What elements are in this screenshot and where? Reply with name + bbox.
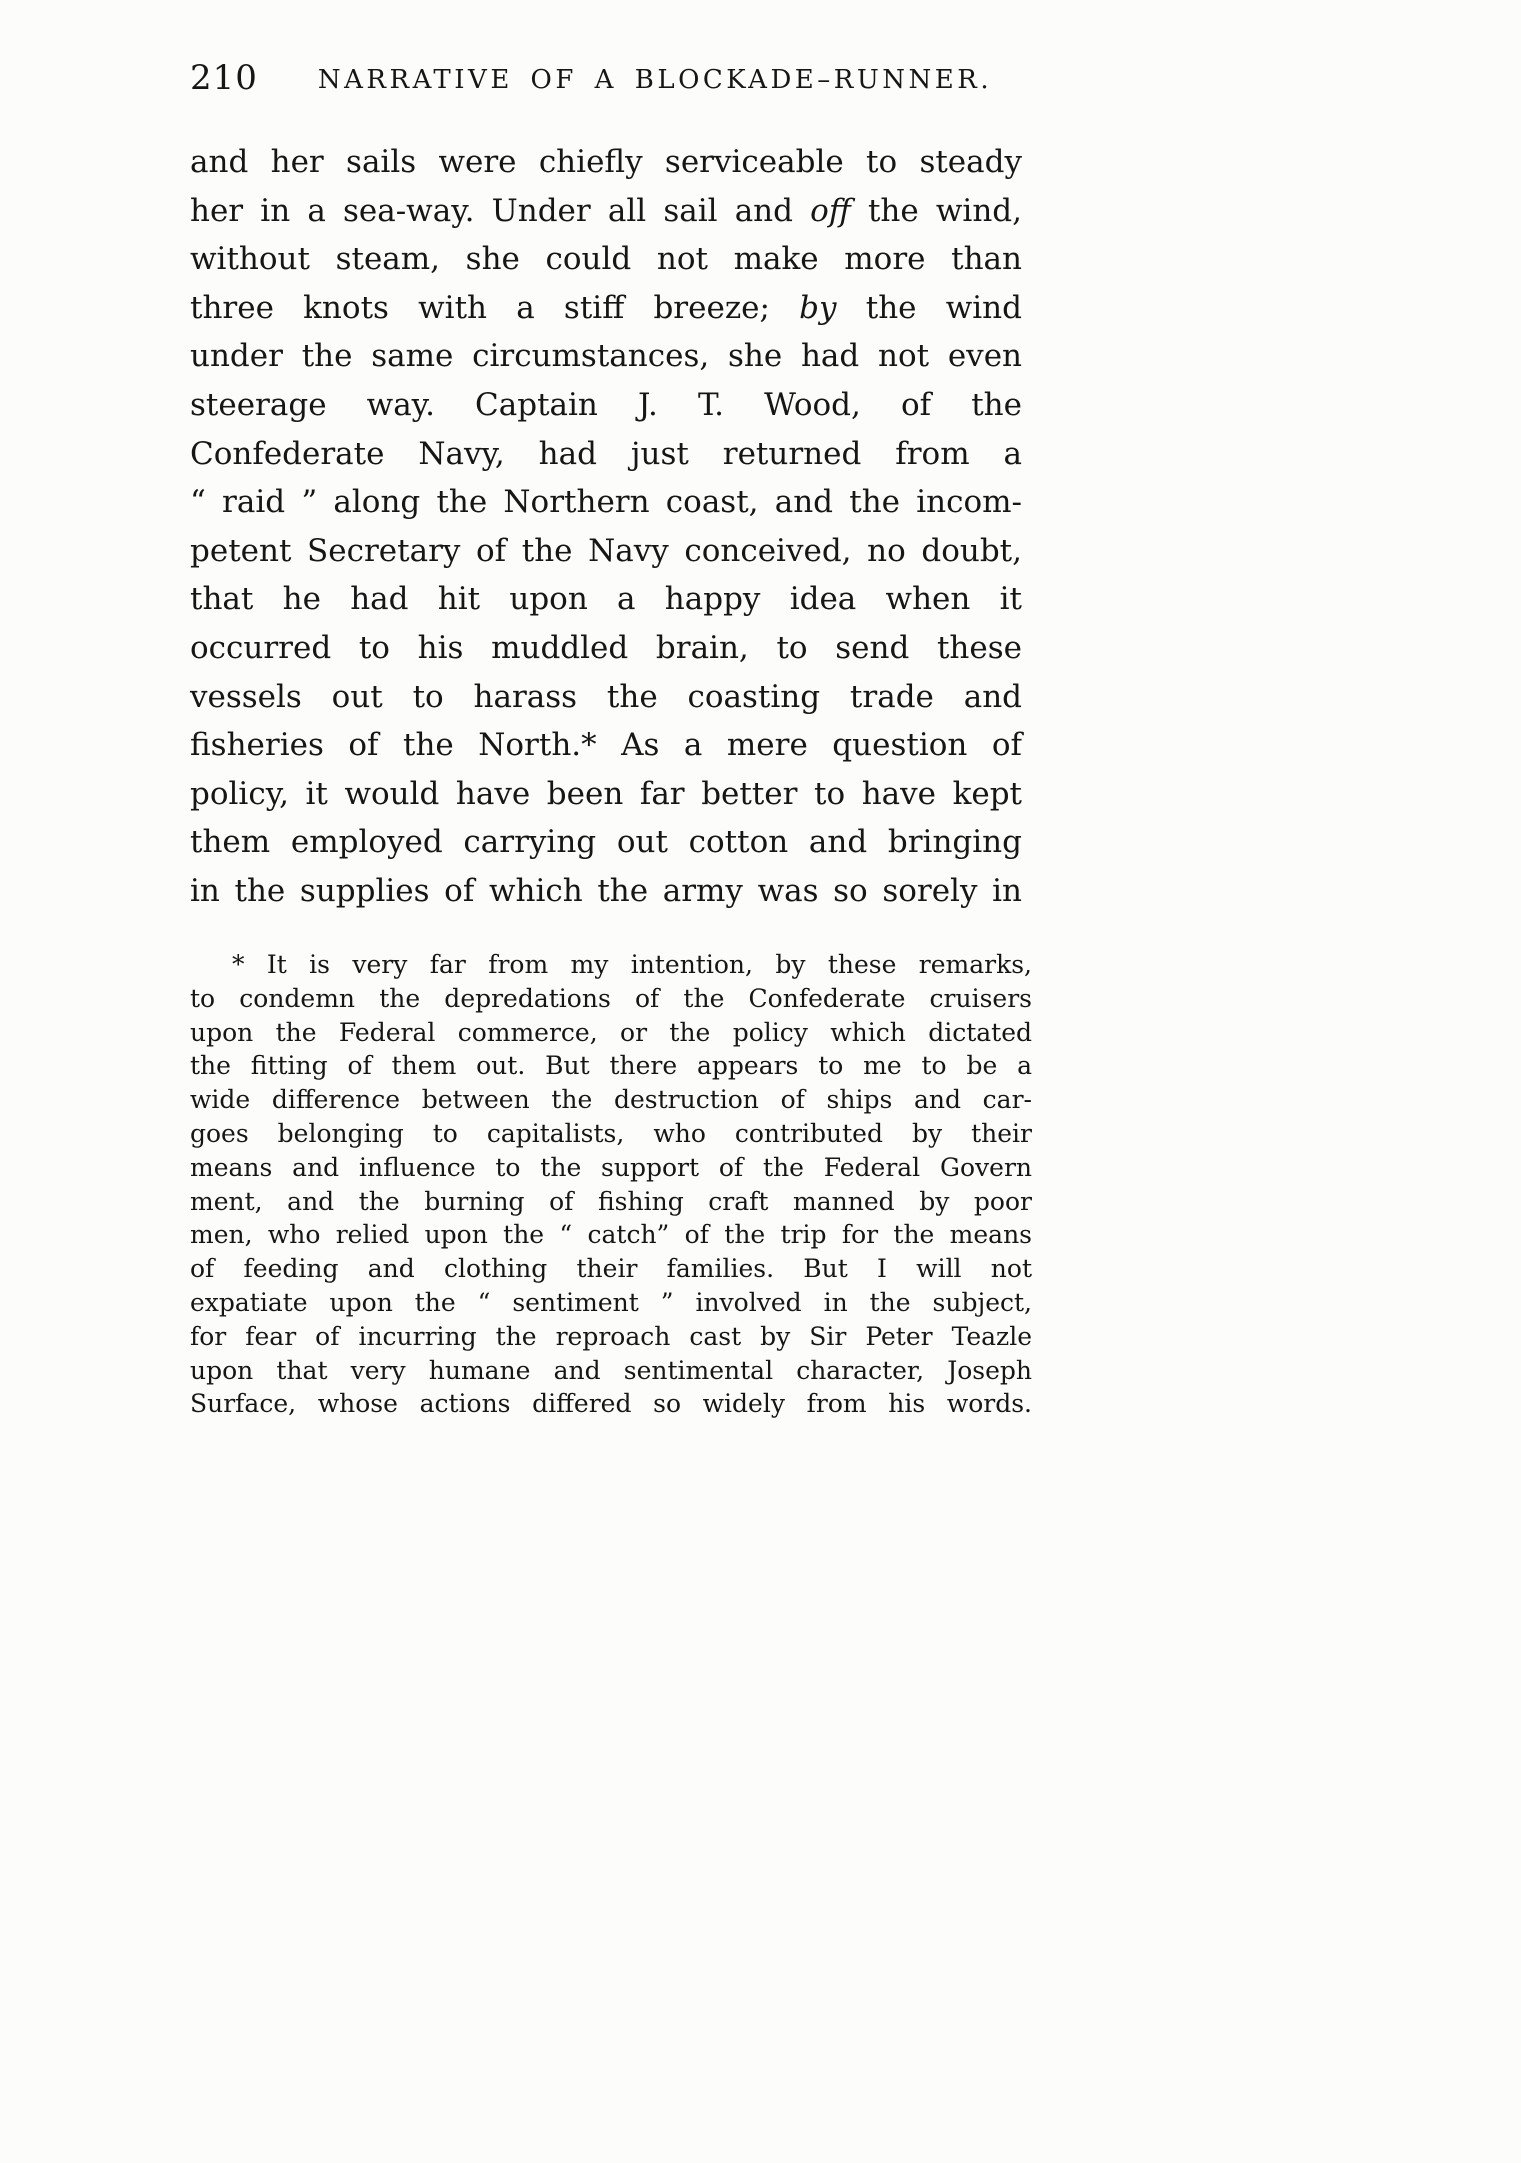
- text-line: her in a sea-way. Under all sail and off the wind,: [190, 192, 1022, 229]
- text-line: fisheries of the North.* As a mere question of: [190, 727, 1022, 764]
- text-line: to condemn the depredations of the Confederate cruisers: [190, 983, 1032, 1013]
- text-line: vessels out to harass the coasting trade and: [190, 678, 1022, 715]
- text-line: Surface, whose actions differed so widely from his words.: [190, 1389, 1032, 1419]
- text-line: in the supplies of which the army was so sorely in: [190, 872, 1022, 909]
- text-line: without steam, she could not make more than: [190, 241, 1022, 278]
- text-line: occurred to his muddled brain, to send these: [190, 629, 1022, 666]
- text-line: ment, and the burning of fishing craft manned by poor: [190, 1186, 1032, 1216]
- text-line: petent Secretary of the Navy conceived, no doubt,: [190, 532, 1022, 569]
- page-number: 210: [190, 58, 258, 98]
- text-line: steerage way. Captain J. T. Wood, of the: [190, 386, 1022, 423]
- text-line: expatiate upon the “ sentiment ” involved in the subject,: [190, 1287, 1032, 1317]
- text-line: that he had hit upon a happy idea when it: [190, 581, 1022, 618]
- text-line: Confederate Navy, had just returned from a: [190, 435, 1022, 472]
- text-line: policy, it would have been far better to have kept: [190, 775, 1022, 812]
- page-header: [190, 58, 1030, 102]
- text-line: of feeding and clothing their families. But I will not: [190, 1254, 1032, 1284]
- text-line: the fitting of them out. But there appears to me to be a: [190, 1051, 1032, 1081]
- text-line: them employed carrying out cotton and bringing: [190, 824, 1022, 861]
- text-line: * It is very far from my intention, by these remarks,: [232, 950, 1032, 979]
- running-title: NARRATIVE OF A BLOCKADE–RUNNER.: [317, 65, 993, 95]
- body-text: [190, 138, 1022, 916]
- text-line: goes belonging to capitalists, who contributed by their: [190, 1118, 1032, 1148]
- text-line: and her sails were chiefly serviceable to steady: [190, 144, 1022, 180]
- text-line: wide difference between the destruction of ships and car-: [190, 1085, 1032, 1115]
- text-line: upon the Federal commerce, or the policy which dictated: [190, 1017, 1032, 1047]
- text-line: for fear of incurring the reproach cast by Sir Peter Teazle: [190, 1321, 1032, 1351]
- footnote: [190, 948, 1032, 1421]
- text-line: means and influence to the support of the Federal Govern: [190, 1152, 1032, 1182]
- text-line: three knots with a stiff breeze; by the wind: [190, 289, 1022, 326]
- text-line: upon that very humane and sentimental character, Joseph: [190, 1355, 1032, 1385]
- text-line: “ raid ” along the Northern coast, and the incom-: [190, 484, 1022, 521]
- text-line: under the same circumstances, she had not even: [190, 338, 1022, 375]
- text-line: men, who relied upon the “ catch” of the trip for the means: [190, 1220, 1032, 1250]
